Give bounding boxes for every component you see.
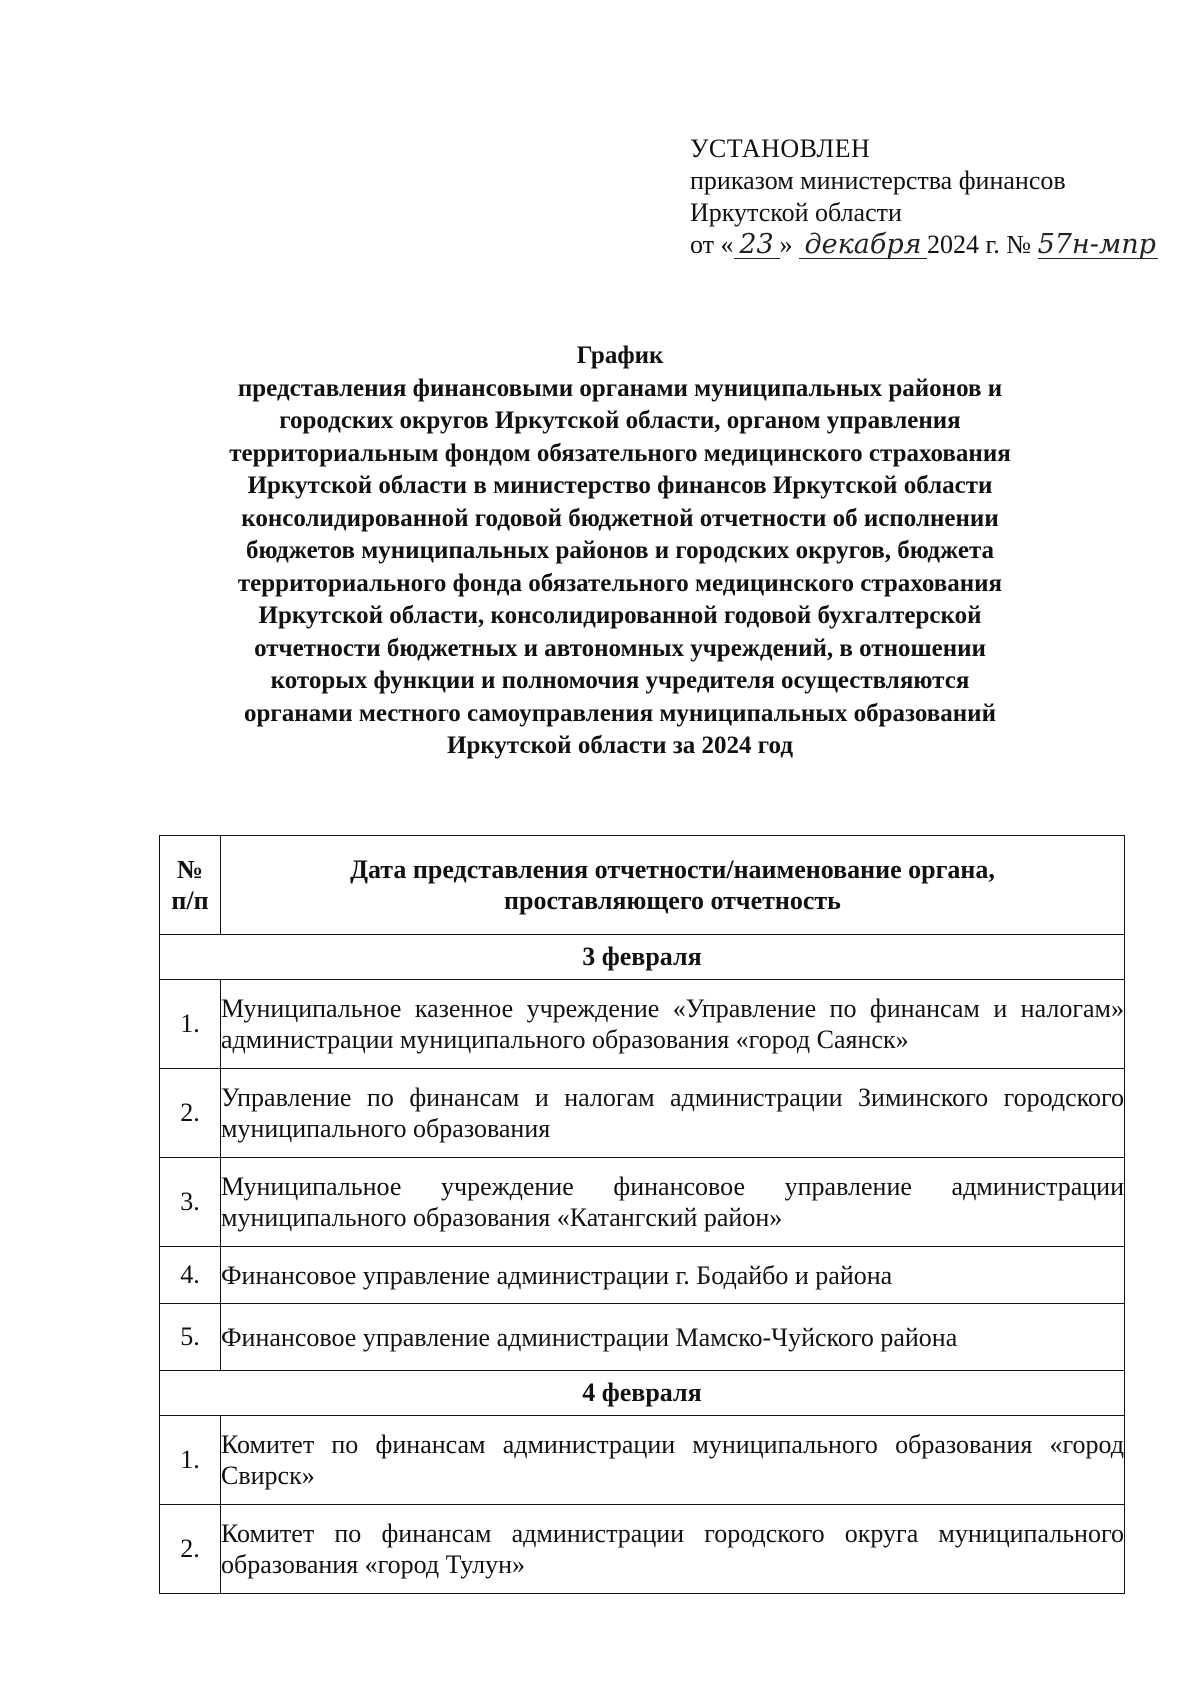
document-title (150, 340, 1090, 763)
title-line: Иркутской области в министерство финансов Иркутской области (247, 472, 993, 499)
date-group-label: 3 февраля (160, 935, 1125, 980)
date-group-row (160, 935, 1125, 980)
header-number-cell (160, 836, 221, 935)
header-description-line: Дата представления отчетности/наименование органа, (350, 855, 995, 884)
row-number: 1. (160, 980, 221, 1069)
row-organization: Финансовое управление администрации г. Бодайбо и района (221, 1247, 1125, 1304)
row-organization: Муниципальное казенное учреждение «Управление по финансам и налогам» администрации муниципального образования «город Саянск» (221, 980, 1125, 1069)
approval-year-label: 2024 г. № (927, 230, 1032, 259)
title-line: Иркутской области за 2024 год (447, 732, 793, 759)
table-row (160, 980, 1125, 1069)
table-row (160, 1416, 1125, 1505)
table-row (160, 1247, 1125, 1304)
date-group-row (160, 1371, 1125, 1416)
row-organization: Комитет по финансам администрации городского округа муниципального образования «город Тулун» (221, 1505, 1125, 1594)
header-number-sublabel: п/п (171, 886, 209, 915)
row-number: 4. (160, 1247, 221, 1304)
table-row (160, 1069, 1125, 1158)
title-line: территориальным фондом обязательного медицинского страхования (229, 439, 1011, 467)
row-organization: Финансовое управление администрации Мамско-Чуйского района (221, 1304, 1125, 1371)
approval-region-line: Иркутской области (690, 198, 902, 227)
title-line: представления финансовыми органами муниципальных районов и (237, 374, 1003, 402)
approval-order-line: приказом министерства финансов (690, 166, 1066, 195)
approval-date-line (690, 229, 1170, 261)
handwritten-day: 23 (734, 232, 780, 259)
row-number: 2. (160, 1505, 221, 1594)
title-line: бюджетов муниципальных районов и городских округов, бюджета (245, 537, 995, 564)
approval-from-label: от « (690, 230, 734, 259)
title-line: территориального фонда обязательного медицинского страхования (237, 569, 1003, 597)
row-number: 3. (160, 1158, 221, 1247)
title-line: Иркутской области, консолидированной годовой бухгалтерской (258, 602, 982, 629)
title-line: органами местного самоуправления муниципальных образований (244, 699, 996, 727)
table-row (160, 1304, 1125, 1371)
approval-stamp: УСТАНОВЛЕН (690, 134, 871, 163)
schedule-table (159, 835, 1125, 1594)
title-heading: График (576, 342, 664, 369)
date-group-label: 4 февраля (160, 1371, 1125, 1416)
title-line: городских округов Иркутской области, органом управления (279, 407, 961, 434)
header-number-label: № (176, 855, 204, 884)
table-header-row (160, 836, 1125, 935)
row-number: 2. (160, 1069, 221, 1158)
row-organization: Муниципальное учреждение финансовое управление администрации муниципального образования «Катангский район» (221, 1158, 1125, 1247)
row-number: 1. (160, 1416, 221, 1505)
handwritten-month: декабря (799, 232, 927, 259)
title-line: отчетности бюджетных и автономных учреждений, в отношении (254, 634, 986, 662)
header-description-cell (221, 836, 1125, 935)
handwritten-order-number: 57н-мпр (1037, 229, 1156, 260)
approval-quote-close: » (779, 230, 793, 259)
row-organization: Комитет по финансам администрации муниципального образования «город Свирск» (221, 1416, 1125, 1505)
approval-block (690, 133, 1170, 261)
table-row (160, 1505, 1125, 1594)
title-line: которых функции и полномочия учредителя осуществляются (270, 667, 970, 694)
table-row (160, 1158, 1125, 1247)
title-line: консолидированной годовой бюджетной отчетности об исполнении (241, 504, 999, 532)
header-description-line: проставляющего отчетность (504, 886, 841, 915)
row-organization: Управление по финансам и налогам администрации Зиминского городского муниципального образования (221, 1069, 1125, 1158)
row-number: 5. (160, 1304, 221, 1371)
